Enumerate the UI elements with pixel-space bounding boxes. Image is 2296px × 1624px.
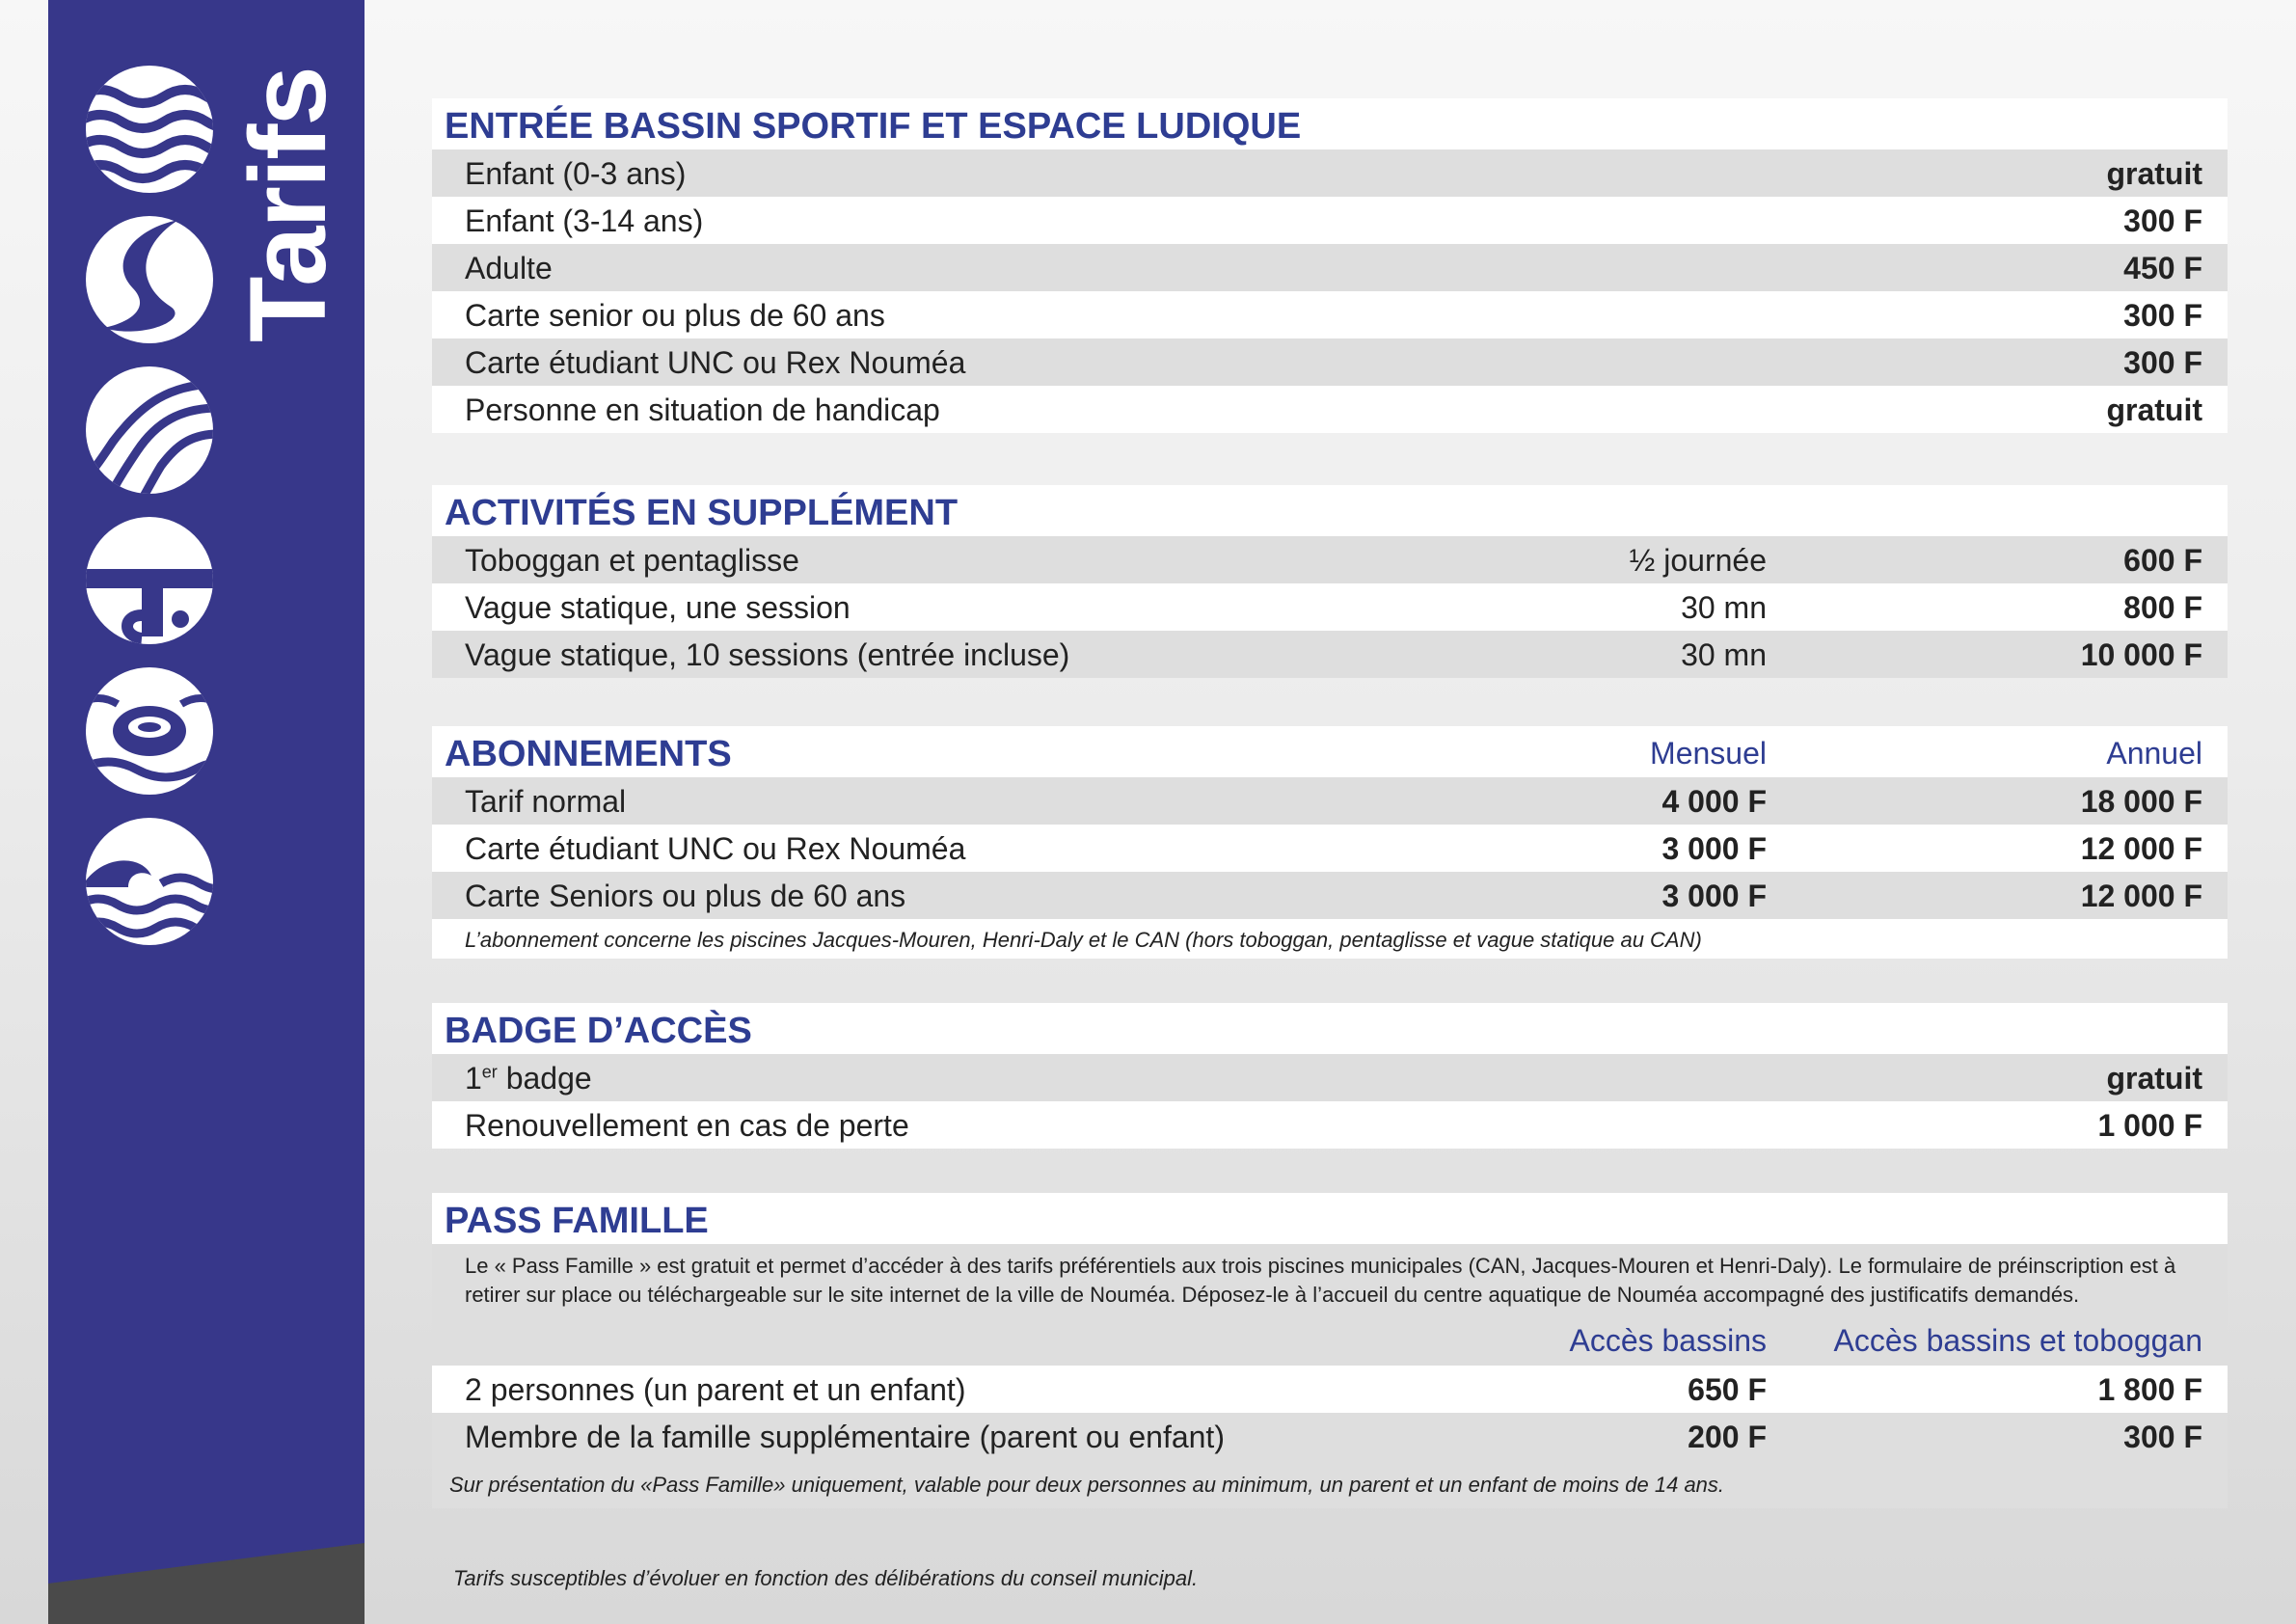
section-title: ENTRÉE BASSIN SPORTIF ET ESPACE LUDIQUE — [445, 106, 1302, 147]
table-row: Enfant (0-3 ans) gratuit — [432, 149, 2228, 197]
page-title: Tarifs — [228, 68, 348, 342]
section-title: ABONNEMENTS — [445, 734, 732, 774]
section-header — [432, 1193, 2228, 1244]
section-note: Sur présentation du «Pass Famille» uniquement, valable pour deux personnes au minimum, un parent et un enfant de moins de 14 ans. — [432, 1460, 2228, 1508]
column-header-basins: Accès bassins — [1569, 1323, 1767, 1358]
table-row: Personne en situation de handicap gratuit — [432, 386, 2228, 433]
section-note: L’abonnement concerne les piscines Jacques-Mouren, Henri-Daly et le CAN (hors toboggan, pentaglisse et vague statique au CAN) — [432, 919, 2228, 959]
table-row: Carte senior ou plus de 60 ans 300 F — [432, 291, 2228, 338]
table-row: Vague statique, une session 30 mn 800 F — [432, 583, 2228, 631]
section-activites — [432, 485, 2228, 678]
section-header — [432, 98, 2228, 149]
section-header — [432, 1003, 2228, 1054]
column-header-basins-slide: Accès bassins et toboggan — [1833, 1323, 2202, 1358]
table-row: Enfant (3-14 ans) 300 F — [432, 197, 2228, 244]
column-header-row — [432, 1317, 2228, 1366]
table-row: Renouvellement en cas de perte 1 000 F — [432, 1101, 2228, 1149]
section-header — [432, 485, 2228, 536]
table-row: 2 personnes (un parent et un enfant) 650 F 1 800 F — [432, 1366, 2228, 1413]
section-header — [432, 726, 2228, 777]
section-pass-famille — [432, 1193, 2228, 1508]
column-header-yearly: Annuel — [2106, 736, 2202, 771]
table-row: 1er badge gratuit — [432, 1054, 2228, 1101]
table-row: Carte étudiant UNC ou Rex Nouméa 300 F — [432, 338, 2228, 386]
section-description: Le « Pass Famille » est gratuit et permet d’accéder à des tarifs préférentiels aux trois piscines municipales (CAN, Jacques-Mouren et Henri-Daly). Le formulaire de préinscription est à retirer sur place ou téléchargeable sur le site internet de la ville de Nouméa. Déposez-le à l’accueil du centre aquatique de Nouméa accompagné des justificatifs demandés. — [432, 1244, 2228, 1317]
footer-note: Tarifs susceptibles d’évoluer en fonction des délibérations du conseil municipal. — [453, 1566, 1199, 1590]
table-row: Carte étudiant UNC ou Rex Nouméa 3 000 F 12 000 F — [432, 825, 2228, 872]
column-header-monthly: Mensuel — [1650, 736, 1767, 771]
table-row: Membre de la famille supplémentaire (parent ou enfant) 200 F 300 F — [432, 1413, 2228, 1460]
slide-icon — [84, 515, 215, 646]
section-title: PASS FAMILLE — [445, 1201, 709, 1241]
surf-wave-icon — [84, 816, 215, 947]
table-row: Toboggan et pentaglisse ½ journée 600 F — [432, 536, 2228, 583]
table-row: Carte Seniors ou plus de 60 ans 3 000 F 12 000 F — [432, 872, 2228, 919]
table-row: Vague statique, 10 sessions (entrée incluse) 30 mn 10 000 F — [432, 631, 2228, 678]
section-badge — [432, 1003, 2228, 1149]
section-title: ACTIVITÉS EN SUPPLÉMENT — [445, 493, 959, 533]
table-row: Tarif normal 4 000 F 18 000 F — [432, 777, 2228, 825]
wave-curl-icon — [84, 365, 215, 496]
section-entree — [432, 98, 2228, 433]
float-ring-icon — [84, 665, 215, 797]
section-abonnements — [432, 726, 2228, 959]
table-row: Adulte 450 F — [432, 244, 2228, 291]
waves-icon — [84, 64, 215, 195]
drop-icon — [84, 214, 215, 345]
section-title: BADGE D’ACCÈS — [445, 1011, 752, 1051]
